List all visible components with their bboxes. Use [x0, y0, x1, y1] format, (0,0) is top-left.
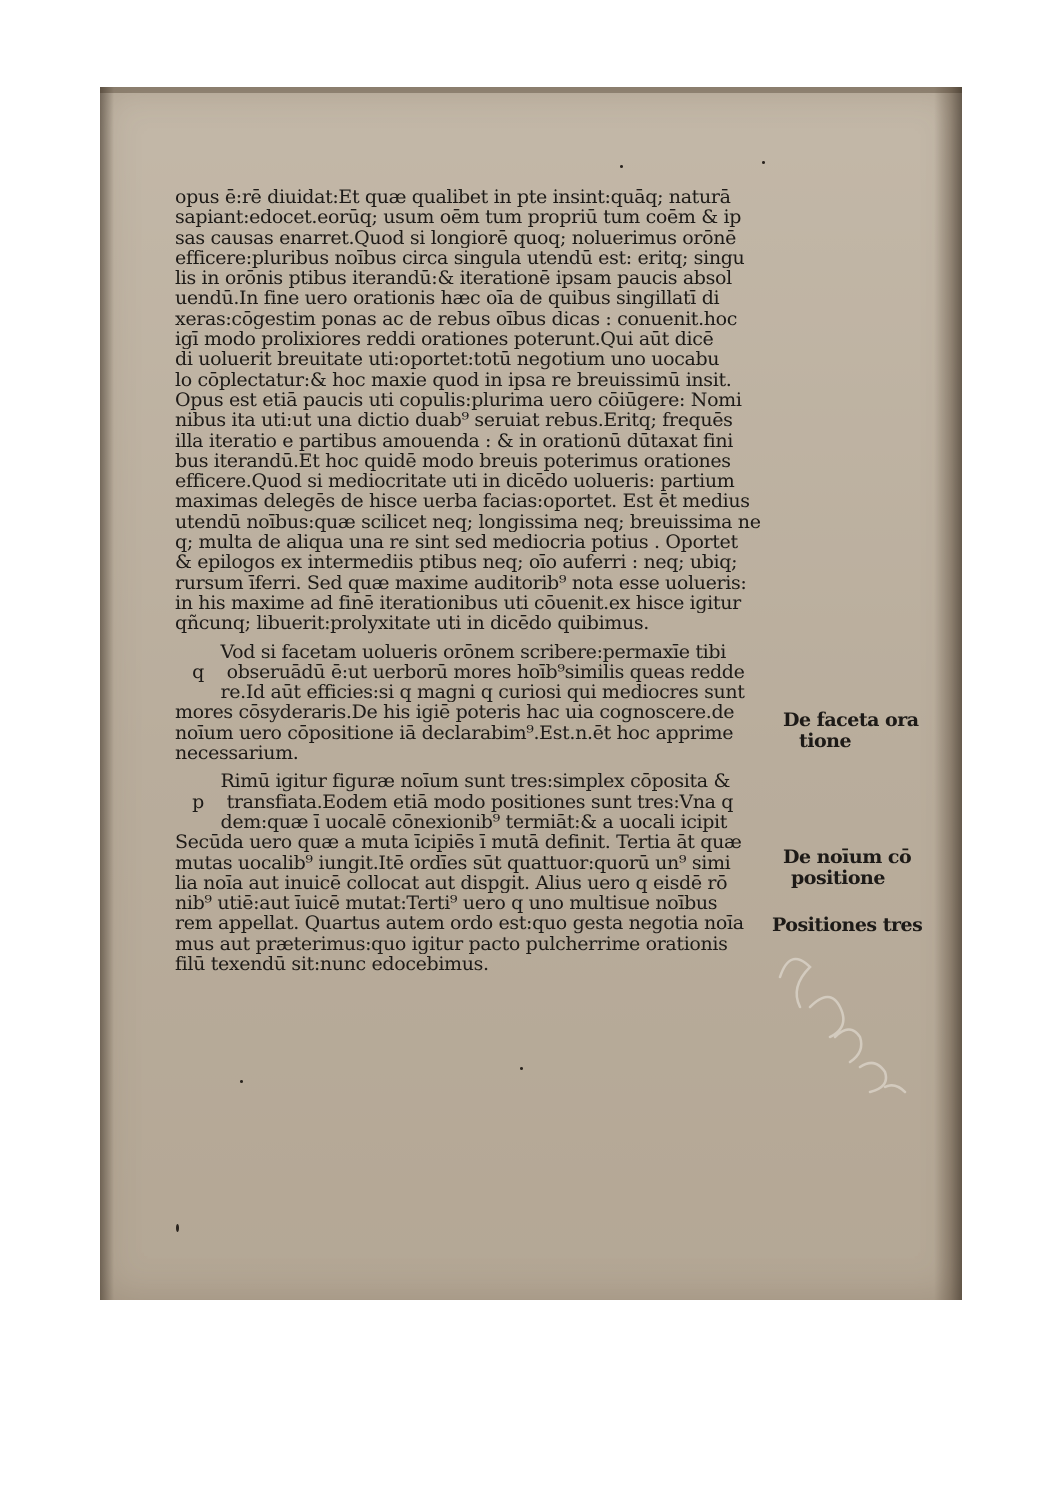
text-line: opus ē:rē diuidat:Et quæ qualibet in pte insint:quāq; naturā — [175, 187, 731, 208]
text-line: uendū.In fine uero orationis hæc oīa de quibus singillatī di — [175, 288, 720, 309]
text-line: Vod si facetam uolueris orōnem scribere:permaxīe tibi — [175, 641, 726, 662]
text-line: di uoluerit breuitate uti:oportet:totū negotium uno uocabu — [175, 349, 720, 370]
text-line: bus iterandū.Et hoc quidē modo breuis poterimus orationes — [175, 450, 731, 472]
text-line: nibus ita uti:ut una dictio duab⁹ seruiat rebus.Eritq; frequēs — [175, 410, 733, 431]
manuscript-page — [100, 87, 962, 1300]
text-line: Opus est etiā paucis uti copulis:plurima uero cōiūgere: Nomi — [175, 389, 742, 411]
text-line: q obseruādū ē:ut uerborū mores hoīb⁹similis queas redde — [175, 661, 745, 683]
text-line: mus aut præterimus:quo igitur pacto pulcherrime orationis — [175, 933, 728, 954]
ink-speck — [240, 1080, 243, 1083]
ink-speck — [620, 165, 623, 168]
text-line: sas causas enarret.Quod si longiorē quoq; noluerimus orōnē — [175, 227, 736, 248]
ink-speck — [520, 1067, 523, 1070]
text-line: xeras:cōgestim ponas ac de rebus oībus dicas : conuenit.hoc — [175, 308, 738, 330]
text-line: necessarium. — [175, 743, 299, 764]
text-line: qñcunq; libuerit:prolyxitate uti in dicēdo quibimus. — [175, 613, 649, 634]
text-line: maximas delegēs de hisce uerba facias:oportet. Est ēt medius — [175, 491, 750, 512]
text-line: q; multa de aliqua una re sint sed mediocria potius . Oportet — [175, 532, 738, 553]
text-line: in his maxime ad finē iterationibus uti cōuenit.ex hisce igitur — [175, 592, 741, 614]
margin-note-faceta-line-1: De faceta ora — [783, 709, 919, 731]
text-line: p transfiata.Eodem etiā modo positiones sunt tres:Vna q — [175, 791, 734, 812]
page-top-edge — [100, 87, 962, 93]
text-line: mores cōsyderaris.De his igiē poteris hac uia cognoscere.de — [175, 702, 735, 723]
margin-note-faceta — [783, 710, 919, 752]
main-text-block — [175, 187, 795, 974]
text-line: dem:quæ ī uocalē cōnexionib⁹ termiāt:& a uocali icipit — [175, 811, 728, 833]
ink-speck — [762, 161, 765, 164]
text-line: Rimū igitur figuræ noīum sunt tres:simplex cōposita & — [175, 771, 731, 792]
text-line: sapiant:edocet.eorūq; usum oēm tum propriū tum coēm & ip — [175, 207, 742, 228]
text-line: mutas uocalib⁹ iungit.Itē ordīes sūt quattuor:quorū un⁹ simi — [175, 852, 731, 873]
text-line: nib⁹ utiē:aut īuicē mutat:Terti⁹ uero q uno multisue noībus — [175, 893, 718, 914]
margin-note-compositione-line-2: positione — [791, 867, 885, 889]
text-line: lo cōplectatur:& hoc maxie quod in ipsa re breuissimū insit. — [175, 369, 732, 390]
text-line: igī modo prolixiores reddi orationes poterunt.Qui aūt dicē — [175, 329, 714, 350]
margin-note-positiones-line: Positiones tres — [772, 914, 923, 936]
ink-speck — [176, 1224, 179, 1232]
text-line: efficere:pluribus noībus circa singula utendū est: eritq; singu — [175, 247, 745, 269]
text-line: filū texendū sit:nunc edocebimus. — [175, 953, 489, 975]
text-line: lis in orōnis ptibus iterandū:& iterationē ipsam paucis absol — [175, 268, 732, 289]
text-line: efficere.Quod si mediocritate uti in dicēdo uolueris: partium — [175, 471, 735, 492]
text-line: illa iteratio e partibus amouenda : & in orationū dūtaxat fini — [175, 430, 734, 451]
library-stamp — [740, 914, 940, 1117]
text-line: re.Id aūt efficies:si q magni q curiosi qui mediocres sunt — [175, 682, 745, 703]
text-line: & epilogos ex intermediis ptibus neq; oīo auferri : neq; ubiq; — [175, 552, 738, 573]
text-line: rem appellat. Quartus autem ordo est:quo gesta negotia noīa — [175, 913, 744, 934]
page-right-edge — [934, 87, 962, 1300]
page-left-edge — [100, 87, 114, 1300]
text-line: Secūda uero quæ a muta īcipiēs ī mutā definit. Tertia āt quæ — [175, 832, 742, 853]
text-line: noīum uero cōpositione iā declarabim⁹.Est.n.ēt hoc apprime — [175, 722, 734, 744]
paragraph-gap — [175, 763, 795, 771]
text-line: lia noīa aut inuicē collocat aut dispgit. Alius uero q eisdē rō — [175, 872, 728, 894]
text-line: rursum īferri. Sed quæ maxime auditorib⁹ nota esse uolueris: — [175, 572, 747, 593]
margin-note-compositione — [783, 847, 911, 889]
margin-note-faceta-line-2: tione — [799, 730, 852, 752]
text-line: utendū noībus:quæ scilicet neq; longissima neq; breuissima ne — [175, 511, 761, 533]
paragraph-gap — [175, 634, 795, 642]
margin-note-compositione-line-1: De noīum cō — [783, 846, 912, 868]
